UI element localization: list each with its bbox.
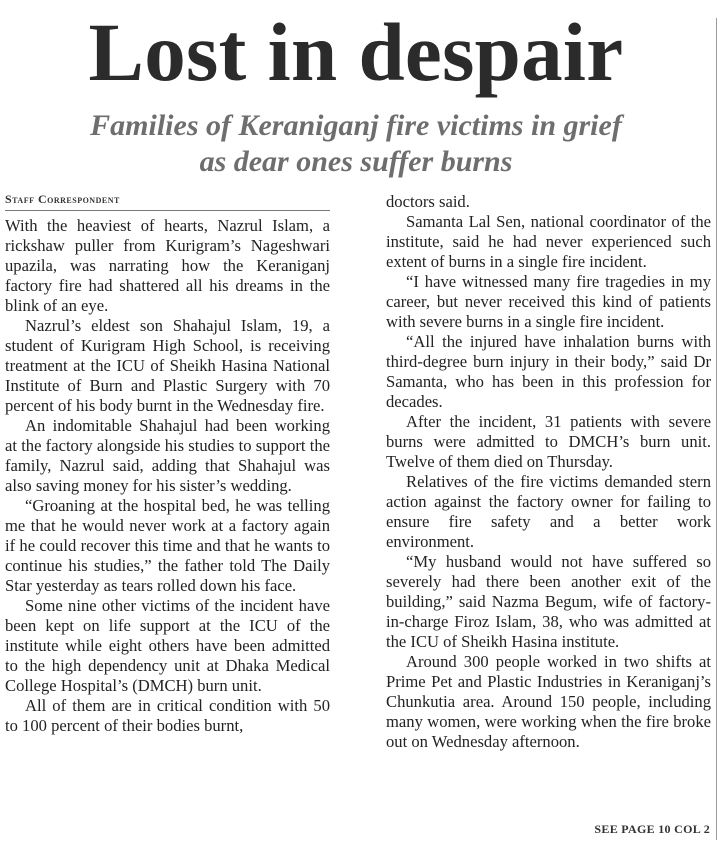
byline: Staff Correspondent (5, 192, 120, 206)
paragraph: “Groaning at the hospital bed, he was telling me that he would never work at a factory again if he could recover this time and that he wants to continue his studies,” the father told The Daily Star yesterday as tears rolled down his face. (5, 496, 330, 595)
subheadline (0, 108, 712, 180)
paragraph: “All the injured have inhalation burns with third-degree burn injury in their body,” said Dr Samanta, who has been in this profession for decades. (386, 332, 711, 411)
paragraph: Some nine other victims of the incident have been kept on life support at the ICU of the institute while eight others have been admitted to the high dependency unit at Dhaka Medical College Hospital’s (DMCH) burn unit. (5, 596, 330, 695)
column-edge-rule (716, 18, 717, 840)
article-column-right (386, 192, 711, 752)
paragraph: “My husband would not have suffered so severely had there been another exit of the building,” said Nazma Begum, wife of factory-in-charge Firoz Islam, 38, who was admitted at the ICU of Sheikh Hasina institute. (386, 552, 711, 651)
byline-rule (5, 188, 330, 211)
headline: Lost in despair (88, 6, 624, 98)
paragraph: doctors said. (386, 192, 470, 211)
paragraph: “I have witnessed many fire tragedies in my career, but never received this kind of patients with severe burns in a single fire incident. (386, 272, 711, 331)
paragraph: Relatives of the fire victims demanded stern action against the factory owner for failing to ensure fire safety and a better work environment. (386, 472, 711, 551)
paragraph: All of them are in critical condition with 50 to 100 percent of their bodies burnt, (5, 696, 330, 735)
subheadline-line-2: as dear ones suffer burns (199, 145, 513, 178)
article-column-left (5, 188, 330, 736)
subheadline-line-1: Families of Keraniganj fire victims in grief (90, 109, 622, 142)
paragraph: With the heaviest of hearts, Nazrul Islam, a rickshaw puller from Kurigram’s Nageshwari upazila, was narrating how the Keraniganj factory fire had shattered all his dreams in the blink of an eye. (5, 216, 330, 315)
paragraph: Nazrul’s eldest son Shahajul Islam, 19, a student of Kurigram High School, is receiving treatment at the ICU of Sheikh Hasina National Institute of Burn and Plastic Surgery with 70 percent of his body burnt in the Wednesday fire. (5, 316, 330, 415)
jump-line: SEE PAGE 10 COL 2 (594, 822, 710, 836)
paragraph: Samanta Lal Sen, national coordinator of the institute, said he had never experienced such extent of burns in a single fire incident. (386, 212, 711, 271)
paragraph: After the incident, 31 patients with severe burns were admitted to DMCH’s burn unit. Twelve of them died on Thursday. (386, 412, 711, 471)
paragraph: An indomitable Shahajul had been working at the factory alongside his studies to support the family, Nazrul said, adding that Shahajul was also saving money for his sister’s wedding. (5, 416, 330, 495)
paragraph: Around 300 people worked in two shifts at Prime Pet and Plastic Industries in Keraniganj’s Chunkutia area. Around 150 people, including many women, were working when the fire broke out on Wednesday afternoon. (386, 652, 711, 751)
